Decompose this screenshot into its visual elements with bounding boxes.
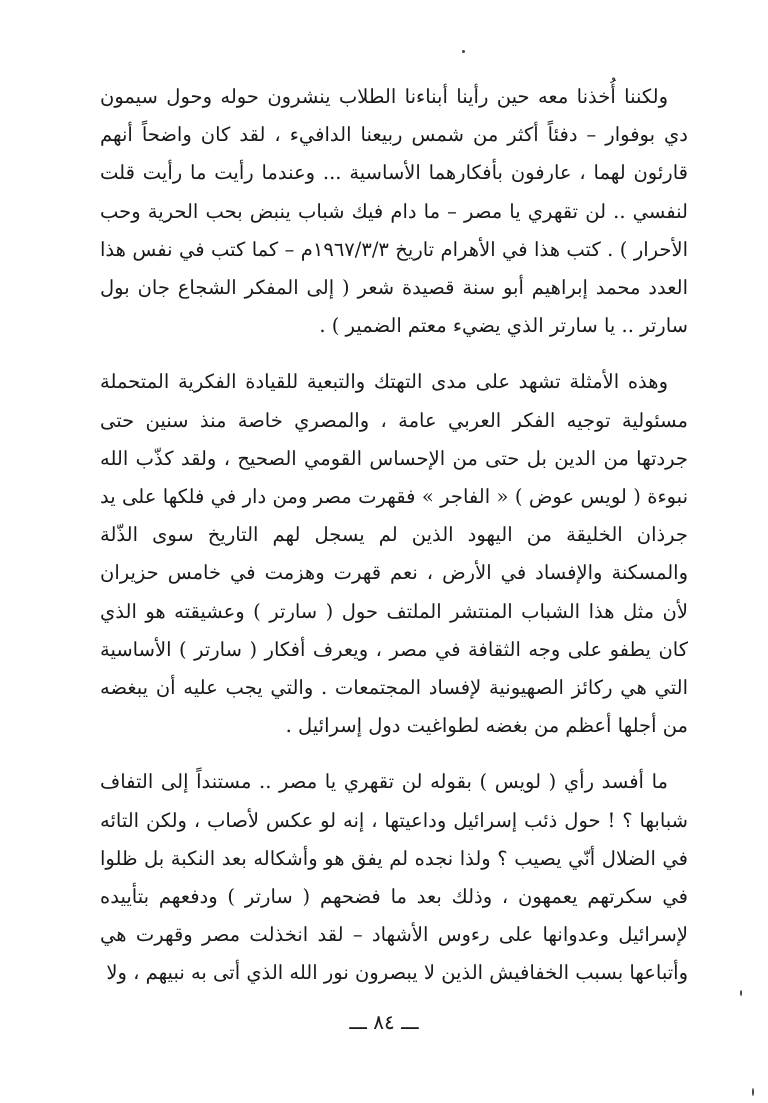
page-number: ـــ ٨٤ ـــ bbox=[349, 1010, 419, 1034]
speck-mark bbox=[752, 1088, 754, 1096]
speck-mark bbox=[462, 50, 465, 53]
paragraph-2: وهذه الأمثلة تشهد على مدى التهتك والتبعية للقيادة الفكرية المتحملة مسئولية توجيه الفكر العربي عامة ، والمصري خاصة منذ سنين حتى جردتها من الدين بل حتى من الإحساس القومي الصحيح ، ولقد كذّب الله نبوءة ( لويس عوض ) « الفاجر » فقهرت مصر ومن دار في فلكها على يد جرذان الخليقة من اليهود الذين لم يسجل لهم التاريخ سوى الذّلة والمسكنة والإفساد في الأرض ، نعم قهرت وهزمت في خامس حزيران لأن مثل هذا الشباب المنتشر الملتف حول ( سارتر ) وعشيقته هو الذي كان يطفو على وجه الثقافة في مصر ، ويعرف أفكار ( سارتر ) الأساسية التي هي ركائز الصهيونية لإفساد المجتمعات . والتي يجب عليه أن يبغضه من أجلها أعظم من بغضه لطواغيت دول إسرائيل . bbox=[100, 370, 688, 738]
body-text bbox=[100, 78, 688, 993]
speck-mark bbox=[740, 990, 742, 996]
paragraph-1: ولكننا أُخذنا معه حين رأينا أبناءنا الطلاب ينشرون حوله وحول سيمون دي بوفوار – دفئاً أكثر من شمس ربيعنا الدافيء ، لقد كان واضحاً أنهم قارئون لهما ، عارفون بأفكارهما الأساسية ... وعندما رأيت ما رأيت قلت لنفسي .. لن تقهري يا مصر – ما دام فيك شباب ينبض بحب الحرية وحب الأحرار ) . كتب هذا في الأهرام تاريخ ١٩٦٧/٣/٣م – كما كتب في نفس هذا العدد محمد إبراهيم أبو سنة قصيدة شعر ( إلى المفكر الشجاع جان بول سارتر .. يا سارتر الذي يضيء معتم الضمير ) . bbox=[100, 85, 689, 338]
paragraph-3: ما أفسد رأي ( لويس ) بقوله لن تقهري يا مصر .. مستنداً إلى التفاف شبابها ؟ ! حول ذئب إسرائيل وداعيتها ، إنه لو عكس لأصاب ، ولكن التائه في الضلال أنّي يصيب ؟ ولذا نجده لم يفق هو وأشكاله بعد النكبة بل ظلوا في سكرتهم يعمهون ، وذلك بعد ما فضحهم ( سارتر ) ودفعهم بتأييده لإسرائيل وعدوانها على رءوس الأشهاد – لقد انخذلت مصر وقهرت هي وأتباعها بسبب الخفافيش الذين لا يبصرون نور الله الذي أتى به نبيهم ، ولا bbox=[100, 770, 688, 985]
